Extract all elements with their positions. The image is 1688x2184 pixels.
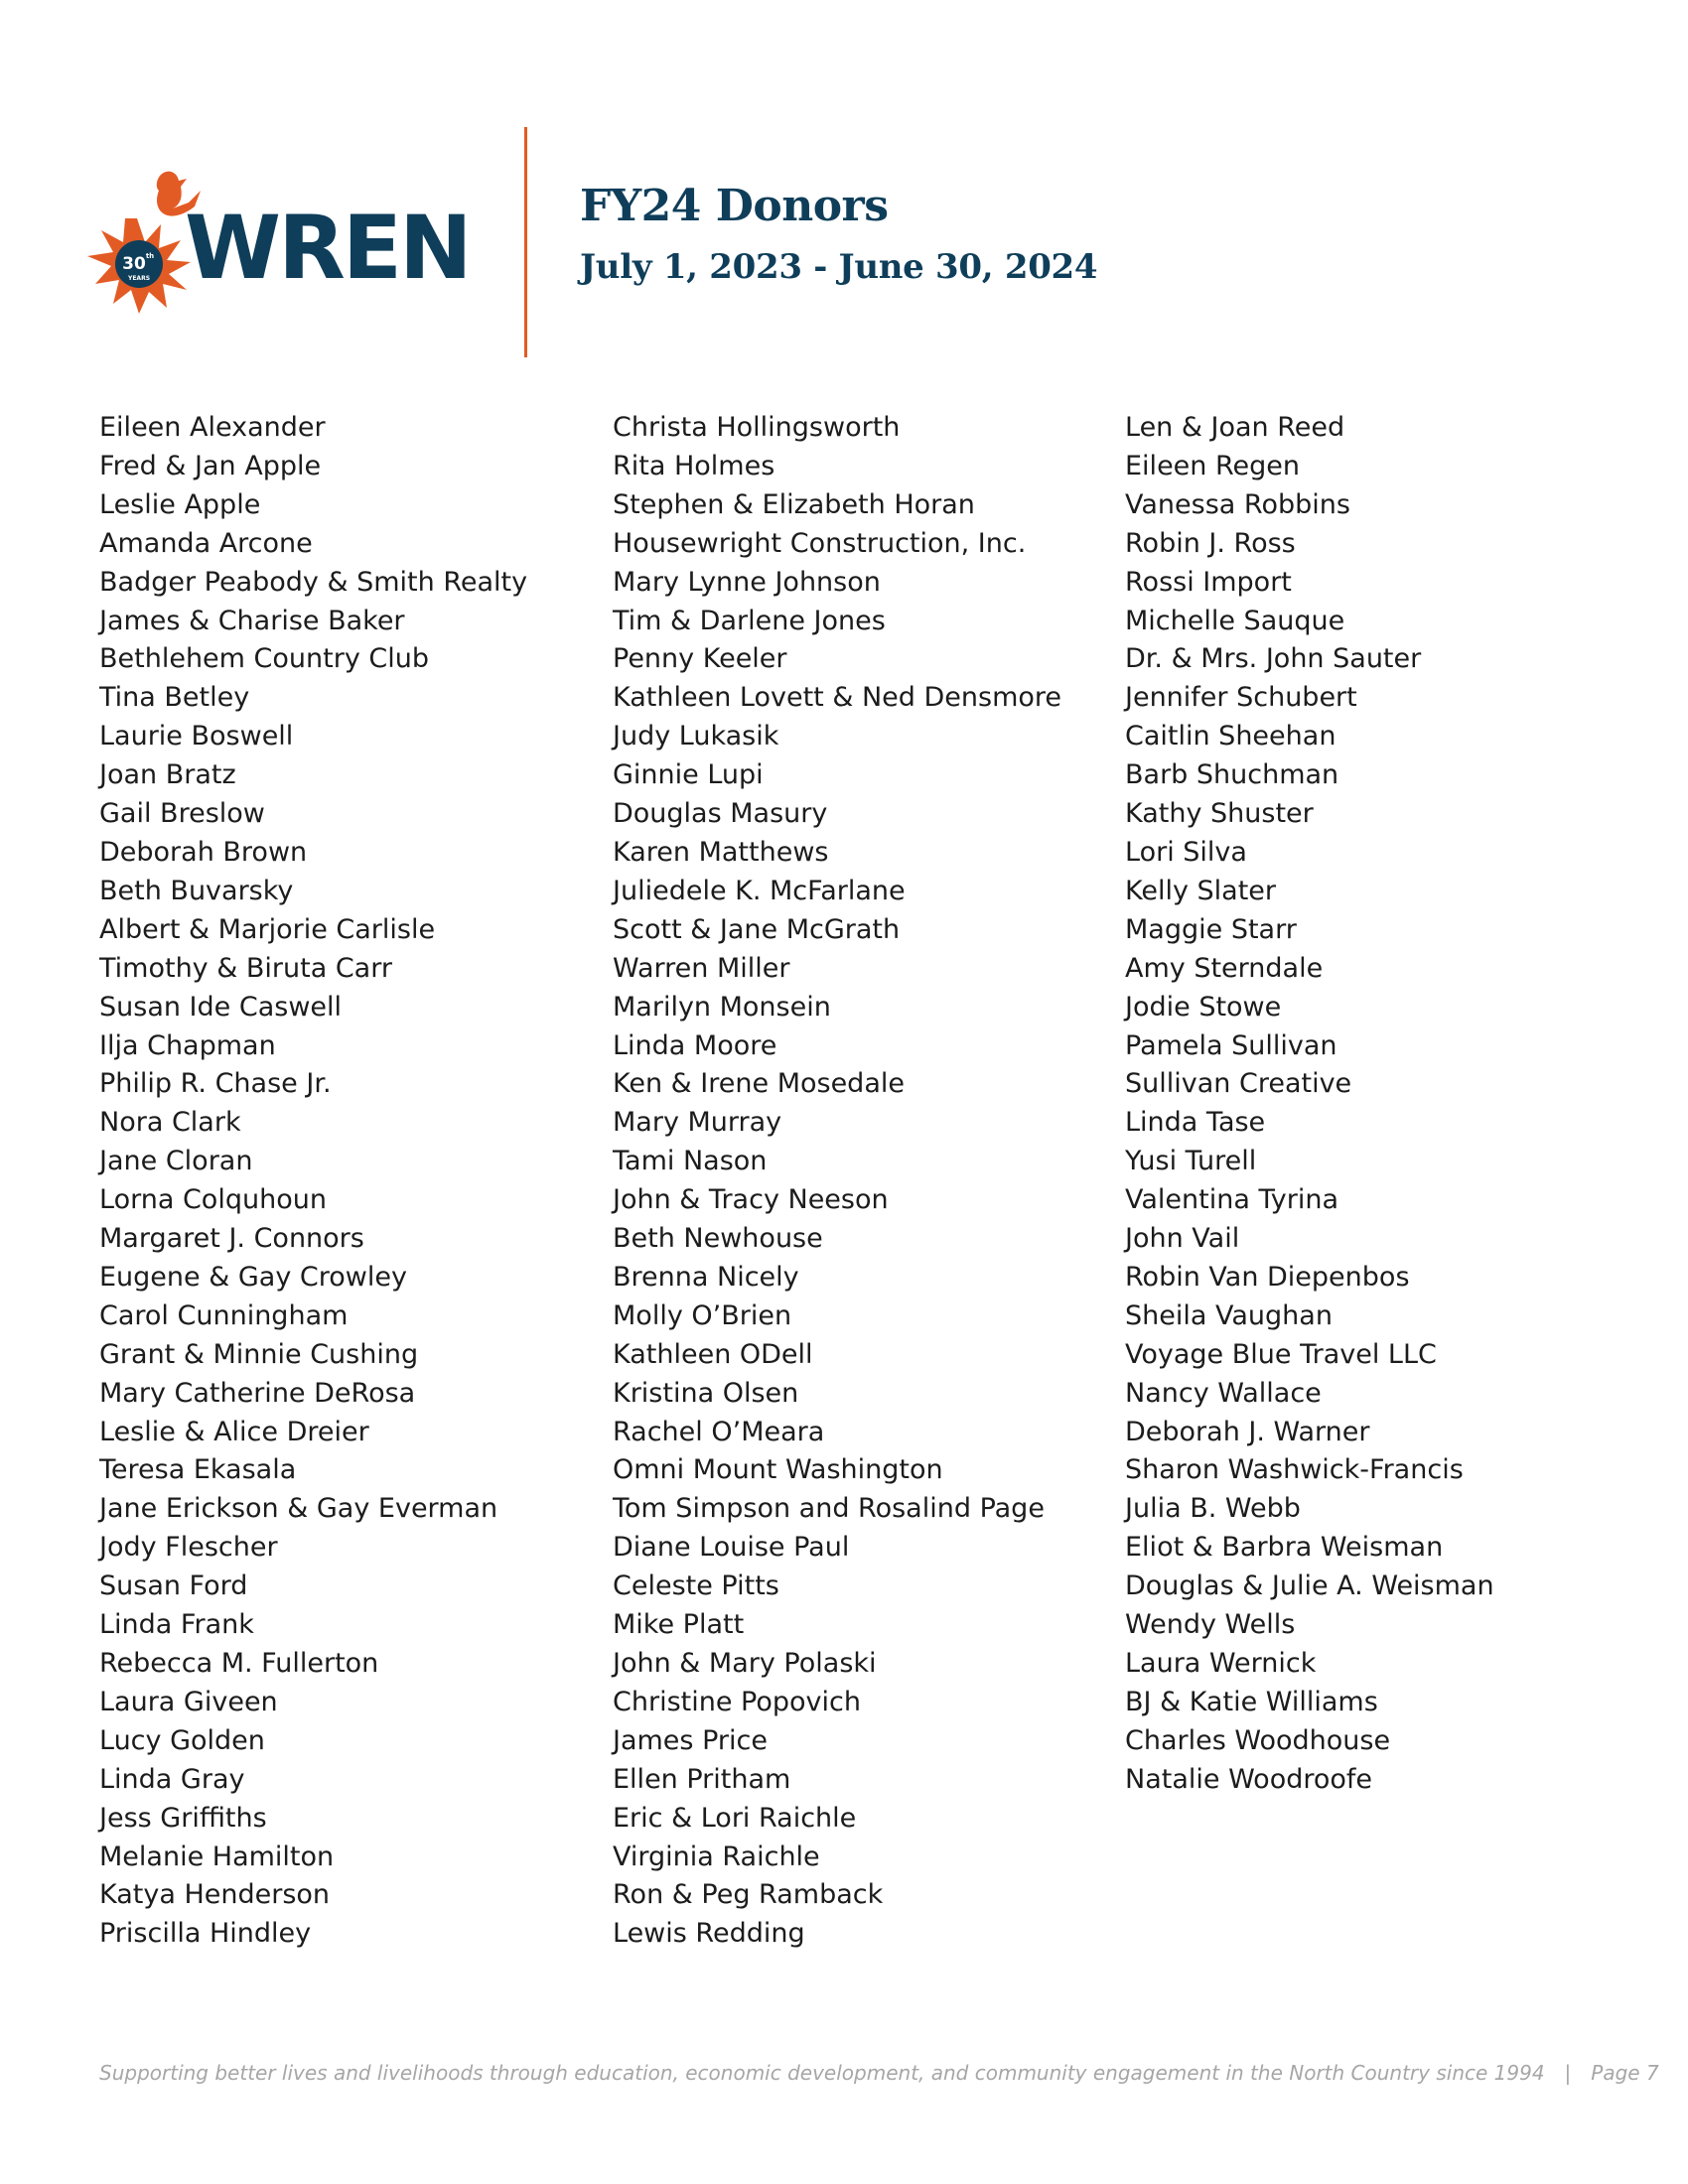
donor-name: Tim & Darlene Jones [613, 605, 886, 636]
donor-name: Christa Hollingsworth [613, 412, 901, 443]
header-divider [524, 127, 527, 357]
donor-name: Beth Newhouse [613, 1223, 823, 1255]
donor-name: Valentina Tyrina [1125, 1184, 1338, 1216]
donor-name: Kelly Slater [1125, 875, 1277, 906]
donor-name: Nora Clark [99, 1107, 241, 1139]
donor-name: Karen Matthews [613, 836, 829, 868]
donor-name: Brenna Nicely [613, 1261, 799, 1293]
donor-name: Penny Keeler [613, 643, 787, 675]
donor-name: Voyage Blue Travel LLC [1125, 1338, 1437, 1370]
donor-name: Vanessa Robbins [1125, 488, 1350, 520]
donor-name: Marilyn Monsein [613, 991, 831, 1023]
donor-name: Tina Betley [99, 682, 250, 714]
donor-name: Julia B. Webb [1125, 1493, 1301, 1525]
donor-name: Amy Sterndale [1125, 952, 1324, 984]
donor-name: Joan Bratz [99, 759, 236, 791]
donor-name: Eric & Lori Raichle [613, 1802, 857, 1834]
donor-name: BJ & Katie Williams [1125, 1686, 1378, 1717]
donor-name: Stephen & Elizabeth Horan [613, 488, 975, 520]
donor-name: Leslie & Alice Dreier [99, 1416, 369, 1447]
donor-name: Celeste Pitts [613, 1570, 779, 1602]
date-range: July 1, 2023 - June 30, 2024 [580, 247, 1098, 287]
donor-name: Scott & Jane McGrath [613, 913, 901, 945]
badge-number: 30 [122, 254, 146, 274]
donor-name: Douglas Masury [613, 798, 828, 830]
donor-name: Laura Wernick [1125, 1648, 1317, 1679]
donor-name: Omni Mount Washington [613, 1454, 943, 1486]
donor-name: Robin J. Ross [1125, 527, 1296, 559]
donor-name: Jody Flescher [99, 1532, 278, 1564]
donor-name: Mary Catherine DeRosa [99, 1377, 416, 1409]
badge-word: YEARS [127, 275, 151, 282]
footer-separator: | [1564, 2061, 1572, 2085]
donor-name: Molly O’Brien [613, 1299, 792, 1331]
donor-name: Badger Peabody & Smith Realty [99, 566, 528, 598]
donor-name: Ellen Pritham [613, 1763, 791, 1795]
donor-name: John & Tracy Neeson [613, 1184, 889, 1216]
page-title: FY24 Donors [580, 181, 889, 231]
donor-name: Virginia Raichle [613, 1841, 820, 1872]
donor-name: Barb Shuchman [1125, 759, 1339, 791]
donor-name: Deborah Brown [99, 836, 308, 868]
donor-name: James Price [613, 1724, 768, 1756]
donor-name: Kathleen Lovett & Ned Densmore [613, 682, 1062, 714]
donor-name: Mary Lynne Johnson [613, 566, 881, 598]
donor-name: Lori Silva [1125, 836, 1247, 868]
donor-name: Bethlehem Country Club [99, 643, 430, 675]
donor-name: Rossi Import [1125, 566, 1292, 598]
donor-name: Eileen Alexander [99, 412, 326, 443]
footer [99, 2061, 1659, 2085]
donor-name: Sharon Washwick-Francis [1125, 1454, 1464, 1486]
donor-name: Beth Buvarsky [99, 875, 294, 906]
donor-name: Laura Giveen [99, 1686, 278, 1717]
donor-name: Maggie Starr [1125, 913, 1297, 945]
donor-name: Pamela Sullivan [1125, 1029, 1337, 1061]
donor-name: Judy Lukasik [613, 721, 779, 752]
badge-superscript: th [145, 252, 155, 260]
page-number: Page 7 [1591, 2061, 1659, 2085]
donor-name: Tom Simpson and Rosalind Page [613, 1493, 1045, 1525]
donor-name: Rachel O’Meara [613, 1416, 825, 1447]
donor-name: Ilja Chapman [99, 1029, 276, 1061]
donor-name: Susan Ide Caswell [99, 991, 343, 1023]
donor-name: Christine Popovich [613, 1686, 861, 1717]
donor-name: Dr. & Mrs. John Sauter [1125, 643, 1422, 675]
donor-name: Charles Woodhouse [1125, 1724, 1391, 1756]
donor-name: Laurie Boswell [99, 721, 294, 752]
donor-name: Ron & Peg Ramback [613, 1879, 884, 1911]
donor-column-2 [613, 409, 1061, 1954]
donor-name: Rita Holmes [613, 450, 775, 481]
donor-name: Deborah J. Warner [1125, 1416, 1370, 1447]
logo-wordmark: WREN [185, 197, 470, 299]
donor-name: Mike Platt [613, 1609, 745, 1641]
donor-name: Juliedele K. McFarlane [613, 875, 906, 906]
donor-name: Eliot & Barbra Weisman [1125, 1532, 1444, 1564]
donor-name: Nancy Wallace [1125, 1377, 1322, 1409]
footer-tagline: Supporting better lives and livelihoods through education, economic development, and community engagement in the North Country since 1994 [99, 2061, 1545, 2085]
donor-name: Lucy Golden [99, 1724, 265, 1756]
donor-name: Wendy Wells [1125, 1609, 1296, 1641]
donor-name: Linda Moore [613, 1029, 777, 1061]
donor-name: Susan Ford [99, 1570, 248, 1602]
donor-name: John & Mary Polaski [613, 1648, 877, 1679]
donor-name: John Vail [1125, 1223, 1240, 1255]
donor-name: Linda Gray [99, 1763, 245, 1795]
donor-name: Carol Cunningham [99, 1299, 349, 1331]
donor-name: Melanie Hamilton [99, 1841, 335, 1872]
donor-name: Ginnie Lupi [613, 759, 764, 791]
donor-name: Michelle Sauque [1125, 605, 1345, 636]
donor-name: Linda Frank [99, 1609, 254, 1641]
donor-name: Sheila Vaughan [1125, 1299, 1333, 1331]
starburst-badge [87, 218, 191, 314]
donor-name: Jennifer Schubert [1125, 682, 1357, 714]
donor-name: Yusi Turell [1125, 1146, 1257, 1177]
donor-name: Kathy Shuster [1125, 798, 1314, 830]
donor-name: Linda Tase [1125, 1107, 1266, 1139]
donor-name: Timothy & Biruta Carr [99, 952, 392, 984]
donor-name: Jodie Stowe [1125, 991, 1282, 1023]
donor-name: Douglas & Julie A. Weisman [1125, 1570, 1494, 1602]
donor-name: Philip R. Chase Jr. [99, 1068, 332, 1100]
donor-name: Lewis Redding [613, 1918, 805, 1950]
donor-name: Eugene & Gay Crowley [99, 1261, 407, 1293]
donor-name: Robin Van Diepenbos [1125, 1261, 1410, 1293]
donor-name: Gail Breslow [99, 798, 265, 830]
donor-name: Katya Henderson [99, 1879, 331, 1911]
donor-name: Kathleen ODell [613, 1338, 813, 1370]
donor-name: Sullivan Creative [1125, 1068, 1352, 1100]
donor-name: James & Charise Baker [99, 605, 405, 636]
donor-name: Jess Griffiths [99, 1802, 267, 1834]
donor-name: Priscilla Hindley [99, 1918, 312, 1950]
donor-name: Rebecca M. Fullerton [99, 1648, 379, 1679]
donor-name: Jane Erickson & Gay Everman [99, 1493, 498, 1525]
donor-name: Len & Joan Reed [1125, 412, 1345, 443]
donor-name: Amanda Arcone [99, 527, 313, 559]
donor-name: Leslie Apple [99, 488, 261, 520]
donor-column-3 [1125, 409, 1494, 1800]
donor-name: Grant & Minnie Cushing [99, 1338, 419, 1370]
donor-name: Fred & Jan Apple [99, 450, 322, 481]
donor-name: Warren Miller [613, 952, 790, 984]
donor-name: Mary Murray [613, 1107, 782, 1139]
donor-name: Jane Cloran [99, 1146, 253, 1177]
donor-name: Margaret J. Connors [99, 1223, 364, 1255]
donor-name: Tami Nason [613, 1146, 768, 1177]
donor-name: Natalie Woodroofe [1125, 1763, 1373, 1795]
donor-name: Diane Louise Paul [613, 1532, 850, 1564]
donor-name: Ken & Irene Mosedale [613, 1068, 905, 1100]
donor-column-1 [99, 409, 527, 1954]
donor-name: Housewright Construction, Inc. [613, 527, 1027, 559]
donor-name: Eileen Regen [1125, 450, 1301, 481]
donor-name: Albert & Marjorie Carlisle [99, 913, 436, 945]
donor-name: Teresa Ekasala [99, 1454, 297, 1486]
donor-name: Caitlin Sheehan [1125, 721, 1336, 752]
donor-name: Kristina Olsen [613, 1377, 799, 1409]
wren-logo [75, 167, 473, 316]
donor-name: Lorna Colquhoun [99, 1184, 327, 1216]
